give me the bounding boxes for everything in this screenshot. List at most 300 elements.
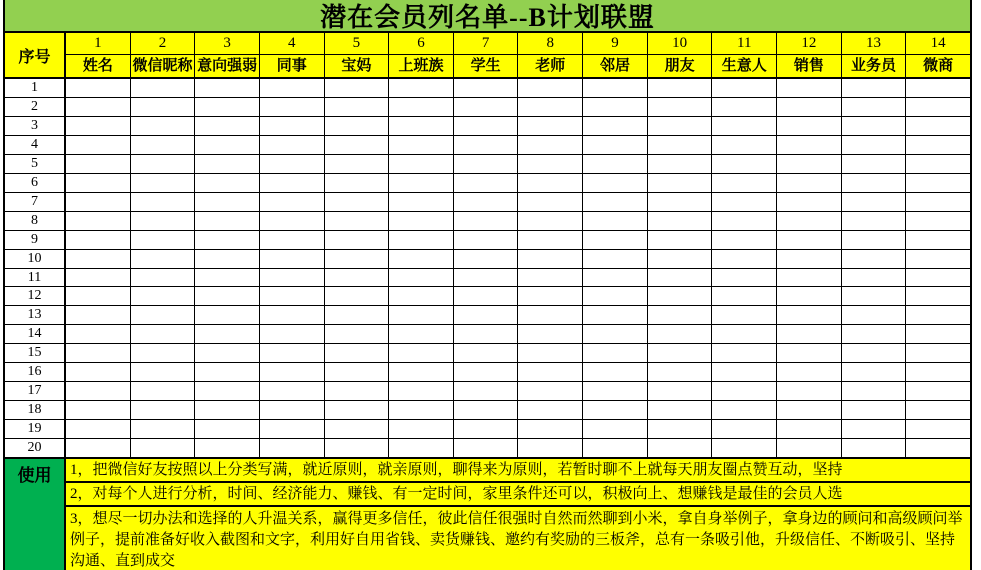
table-cell[interactable] [454,363,519,381]
table-cell[interactable] [518,269,583,287]
table-cell[interactable] [195,401,260,419]
header-column-14 [906,33,970,77]
table-cell[interactable] [260,79,325,97]
table-cell[interactable] [712,344,777,362]
table-cell[interactable] [195,439,260,457]
table-cell[interactable] [325,98,390,116]
table-cell[interactable] [777,193,842,211]
table-cell[interactable] [906,401,970,419]
table-cell[interactable] [842,287,907,305]
table-cell[interactable] [712,439,777,457]
table-cell[interactable] [777,325,842,343]
table-cell[interactable] [131,155,196,173]
table-cell[interactable] [777,212,842,230]
table-cell[interactable] [195,79,260,97]
table-cell[interactable] [131,250,196,268]
table-cell[interactable] [389,155,454,173]
table-cell[interactable] [454,269,519,287]
table-cell[interactable] [518,420,583,438]
table-row [5,287,970,306]
table-cell[interactable] [906,325,970,343]
table-cell[interactable] [131,193,196,211]
table-cell[interactable] [454,344,519,362]
table-cell[interactable] [648,401,713,419]
table-cell[interactable] [583,344,648,362]
table-cell[interactable] [842,212,907,230]
table-cell[interactable] [325,212,390,230]
table-cell[interactable] [648,269,713,287]
table-cell[interactable] [195,363,260,381]
table-cell[interactable] [583,193,648,211]
table-cell[interactable] [389,306,454,324]
table-cell[interactable] [195,98,260,116]
table-cell[interactable] [195,382,260,400]
table-cell[interactable] [389,287,454,305]
table-cell[interactable] [712,155,777,173]
table-cell[interactable] [518,401,583,419]
table-cell[interactable] [518,439,583,457]
table-cell[interactable] [131,98,196,116]
table-cell[interactable] [325,155,390,173]
table-cell[interactable] [518,344,583,362]
table-cell[interactable] [583,382,648,400]
table-cell[interactable] [712,250,777,268]
table-cell[interactable] [325,306,390,324]
table-cell[interactable] [389,401,454,419]
table-cell[interactable] [195,250,260,268]
table-cell[interactable] [260,269,325,287]
table-cell[interactable] [325,420,390,438]
table-cell[interactable] [131,382,196,400]
table-cell[interactable] [842,193,907,211]
table-cell[interactable] [454,136,519,154]
table-cell[interactable] [777,136,842,154]
table-cell[interactable] [195,287,260,305]
table-cell[interactable] [66,325,131,343]
table-cell[interactable] [66,155,131,173]
table-cell[interactable] [195,344,260,362]
table-cell[interactable] [389,363,454,381]
table-cell[interactable] [777,231,842,249]
table-cell[interactable] [195,155,260,173]
table-cell[interactable] [325,193,390,211]
column-number: 8 [518,33,582,55]
table-cell[interactable] [518,363,583,381]
table-cell[interactable] [454,231,519,249]
table-cell[interactable] [583,250,648,268]
table-cell[interactable] [712,269,777,287]
table-cell[interactable] [648,193,713,211]
table-cell[interactable] [906,420,970,438]
table-cell[interactable] [518,287,583,305]
table-cell[interactable] [906,363,970,381]
table-cell[interactable] [518,212,583,230]
table-cell[interactable] [518,382,583,400]
table-cell[interactable] [842,363,907,381]
table-cell[interactable] [325,269,390,287]
table-cell[interactable] [712,306,777,324]
table-cell[interactable] [777,401,842,419]
table-cell[interactable] [131,344,196,362]
table-cell[interactable] [325,117,390,135]
table-cell[interactable] [454,420,519,438]
table-cell[interactable] [518,174,583,192]
table-cell[interactable] [66,231,131,249]
table-cell[interactable] [583,439,648,457]
table-cell[interactable] [648,231,713,249]
table-cell[interactable] [389,439,454,457]
table-cell[interactable] [195,231,260,249]
table-cell[interactable] [325,231,390,249]
table-cell[interactable] [66,117,131,135]
table-cell[interactable] [906,306,970,324]
table-cell[interactable] [389,117,454,135]
table-cell[interactable] [842,174,907,192]
table-cell[interactable] [131,287,196,305]
table-cell[interactable] [842,344,907,362]
table-cell[interactable] [325,136,390,154]
table-row [5,174,970,193]
table-cell[interactable] [325,250,390,268]
table-row [5,325,970,344]
table-cell[interactable] [389,79,454,97]
table-cell[interactable] [66,306,131,324]
table-cell[interactable] [325,287,390,305]
table-cell[interactable] [66,269,131,287]
table-cell[interactable] [131,269,196,287]
table-cell[interactable] [454,325,519,343]
table-cell[interactable] [195,420,260,438]
table-cell[interactable] [195,269,260,287]
usage-note-2: 2，对每个人进行分析，时间、经济能力、赚钱、有一定时间，家里条件还可以，积极向上、想赚钱是最佳的会员人选 [66,483,970,507]
table-cell[interactable] [777,117,842,135]
table-cell[interactable] [66,212,131,230]
table-cell[interactable] [842,98,907,116]
table-cell[interactable] [583,306,648,324]
table-cell[interactable] [583,174,648,192]
table-cell[interactable] [518,193,583,211]
table-cell[interactable] [906,250,970,268]
table-cell[interactable] [131,439,196,457]
table-cell[interactable] [260,382,325,400]
table-cell[interactable] [260,325,325,343]
table-cell[interactable] [260,98,325,116]
table-cell[interactable] [583,231,648,249]
table-cell[interactable] [260,344,325,362]
table-cell[interactable] [842,382,907,400]
table-cell[interactable] [777,420,842,438]
table-cell[interactable] [195,174,260,192]
table-cell[interactable] [712,136,777,154]
table-cell[interactable] [66,193,131,211]
table-cell[interactable] [712,401,777,419]
table-cell[interactable] [131,420,196,438]
table-cell[interactable] [260,287,325,305]
table-cell[interactable] [518,325,583,343]
table-cell[interactable] [195,325,260,343]
table-cell[interactable] [842,79,907,97]
header-column-3 [195,33,260,77]
table-cell[interactable] [842,401,907,419]
table-cell[interactable] [842,439,907,457]
table-cell[interactable] [777,269,842,287]
table-cell[interactable] [777,439,842,457]
table-cell[interactable] [131,306,196,324]
table-cell[interactable] [518,155,583,173]
table-cell[interactable] [325,174,390,192]
table-cell[interactable] [842,306,907,324]
table-cell[interactable] [583,79,648,97]
table-cell[interactable] [66,439,131,457]
table-cell[interactable] [325,325,390,343]
table-cell[interactable] [66,344,131,362]
column-label: 微商 [923,58,954,74]
table-cell[interactable] [712,79,777,97]
table-cell[interactable] [518,250,583,268]
table-cell[interactable] [454,287,519,305]
table-cell[interactable] [648,117,713,135]
table-cell[interactable] [66,79,131,97]
table-cell[interactable] [454,382,519,400]
table-cell[interactable] [842,250,907,268]
table-cell[interactable] [712,420,777,438]
table-cell[interactable] [260,363,325,381]
table-cell[interactable] [777,287,842,305]
table-cell[interactable] [777,174,842,192]
table-cell[interactable] [648,382,713,400]
table-cell[interactable] [712,193,777,211]
table-cell[interactable] [195,117,260,135]
table-cell[interactable] [454,439,519,457]
table-cell[interactable] [389,269,454,287]
table-cell[interactable] [518,79,583,97]
table-cell[interactable] [325,344,390,362]
table-cell[interactable] [648,420,713,438]
table-cell[interactable] [260,136,325,154]
table-cell[interactable] [583,136,648,154]
table-cell[interactable] [131,136,196,154]
table-cell[interactable] [389,382,454,400]
table-cell[interactable] [712,117,777,135]
table-cell[interactable] [66,363,131,381]
table-cell[interactable] [260,193,325,211]
table-cell[interactable] [260,174,325,192]
table-cell[interactable] [454,174,519,192]
table-cell[interactable] [260,250,325,268]
table-cell[interactable] [712,212,777,230]
table-cell[interactable] [906,79,970,97]
table-cell[interactable] [712,174,777,192]
table-cell[interactable] [518,117,583,135]
table-cell[interactable] [454,212,519,230]
table-cell[interactable] [842,136,907,154]
table-cell[interactable] [648,174,713,192]
table-cell[interactable] [648,325,713,343]
table-cell[interactable] [454,193,519,211]
header-column-8 [518,33,583,77]
table-cell[interactable] [454,306,519,324]
table-cell[interactable] [842,325,907,343]
table-cell[interactable] [648,439,713,457]
table-cell[interactable] [66,174,131,192]
table-cell[interactable] [648,79,713,97]
table-cell[interactable] [777,155,842,173]
table-cell[interactable] [906,439,970,457]
table-cell[interactable] [389,174,454,192]
table-cell[interactable] [712,363,777,381]
table-cell[interactable] [777,363,842,381]
table-cell[interactable] [389,231,454,249]
table-cell[interactable] [906,287,970,305]
table-cell[interactable] [842,420,907,438]
table-cell[interactable] [583,269,648,287]
table-cell[interactable] [906,174,970,192]
column-number: 12 [777,33,841,55]
table-cell[interactable] [260,420,325,438]
table-cell[interactable] [906,212,970,230]
header-column-1 [66,33,131,77]
table-cell[interactable] [454,117,519,135]
table-cell[interactable] [777,98,842,116]
table-cell[interactable] [131,231,196,249]
table-cell[interactable] [906,98,970,116]
table-cell[interactable] [906,155,970,173]
table-cell[interactable] [648,363,713,381]
table-cell[interactable] [712,287,777,305]
table-cell[interactable] [66,250,131,268]
serial-column-header: 序号 [5,33,66,77]
table-cell[interactable] [583,98,648,116]
table-cell[interactable] [906,382,970,400]
header-column-10 [648,33,713,77]
table-cell[interactable] [66,136,131,154]
table-cell[interactable] [906,269,970,287]
table-cell[interactable] [66,382,131,400]
table-cell[interactable] [712,382,777,400]
table-cell[interactable] [131,174,196,192]
table-cell[interactable] [260,117,325,135]
table-cell[interactable] [131,325,196,343]
table-cell[interactable] [260,212,325,230]
table-cell[interactable] [260,155,325,173]
table-cell[interactable] [131,212,196,230]
table-cell[interactable] [454,98,519,116]
table-cell[interactable] [842,269,907,287]
table-cell[interactable] [389,136,454,154]
table-cell[interactable] [583,363,648,381]
table-cell[interactable] [66,420,131,438]
header-column-2 [131,33,196,77]
table-cell[interactable] [712,325,777,343]
table-cell[interactable] [260,231,325,249]
table-cell[interactable] [389,212,454,230]
table-cell[interactable] [777,79,842,97]
table-cell[interactable] [842,231,907,249]
column-number: 14 [906,33,970,55]
table-cell[interactable] [777,382,842,400]
table-cell[interactable] [325,363,390,381]
table-cell[interactable] [648,287,713,305]
table-cell[interactable] [906,231,970,249]
column-number: 7 [454,33,518,55]
table-row [5,212,970,231]
table-cell[interactable] [66,287,131,305]
table-cell[interactable] [454,401,519,419]
table-cell[interactable] [842,117,907,135]
table-cell[interactable] [195,136,260,154]
table-cell[interactable] [777,306,842,324]
table-cell[interactable] [648,155,713,173]
table-cell[interactable] [583,401,648,419]
table-cell[interactable] [389,420,454,438]
table-cell[interactable] [906,193,970,211]
table-cell[interactable] [583,117,648,135]
table-cell[interactable] [131,401,196,419]
table-cell[interactable] [906,344,970,362]
table-cell[interactable] [195,212,260,230]
table-cell[interactable] [131,117,196,135]
table-cell[interactable] [195,306,260,324]
table-cell[interactable] [583,420,648,438]
table-cell[interactable] [518,231,583,249]
table-cell[interactable] [648,250,713,268]
table-cell[interactable] [518,136,583,154]
table-cell[interactable] [325,79,390,97]
table-cell[interactable] [906,136,970,154]
table-cell[interactable] [195,193,260,211]
table-cell[interactable] [583,155,648,173]
table-cell[interactable] [842,155,907,173]
table-cell[interactable] [389,325,454,343]
table-cell[interactable] [325,439,390,457]
table-cell[interactable] [325,382,390,400]
table-cell[interactable] [66,401,131,419]
table-cell[interactable] [518,306,583,324]
title-bar [5,0,970,33]
table-cell[interactable] [777,344,842,362]
table-cell[interactable] [518,98,583,116]
header-column-9 [583,33,648,77]
table-cell[interactable] [648,344,713,362]
table-cell[interactable] [131,79,196,97]
table-cell[interactable] [648,98,713,116]
table-cell[interactable] [583,212,648,230]
table-cell[interactable] [260,439,325,457]
table-cell[interactable] [325,401,390,419]
table-cell[interactable] [777,250,842,268]
table-cell[interactable] [454,79,519,97]
table-cell[interactable] [66,98,131,116]
table-cell[interactable] [260,306,325,324]
table-cell[interactable] [131,363,196,381]
table-cell[interactable] [260,401,325,419]
table-cell[interactable] [712,98,777,116]
table-cell[interactable] [389,250,454,268]
table-cell[interactable] [712,231,777,249]
table-cell[interactable] [648,306,713,324]
usage-label: 使用 [5,459,66,570]
table-cell[interactable] [454,155,519,173]
table-cell[interactable] [389,193,454,211]
table-cell[interactable] [648,212,713,230]
table-cell[interactable] [648,136,713,154]
table-cell[interactable] [389,344,454,362]
table-cell[interactable] [389,98,454,116]
table-cell[interactable] [583,325,648,343]
table-cell[interactable] [906,117,970,135]
table-cell[interactable] [454,250,519,268]
table-cell[interactable] [583,287,648,305]
